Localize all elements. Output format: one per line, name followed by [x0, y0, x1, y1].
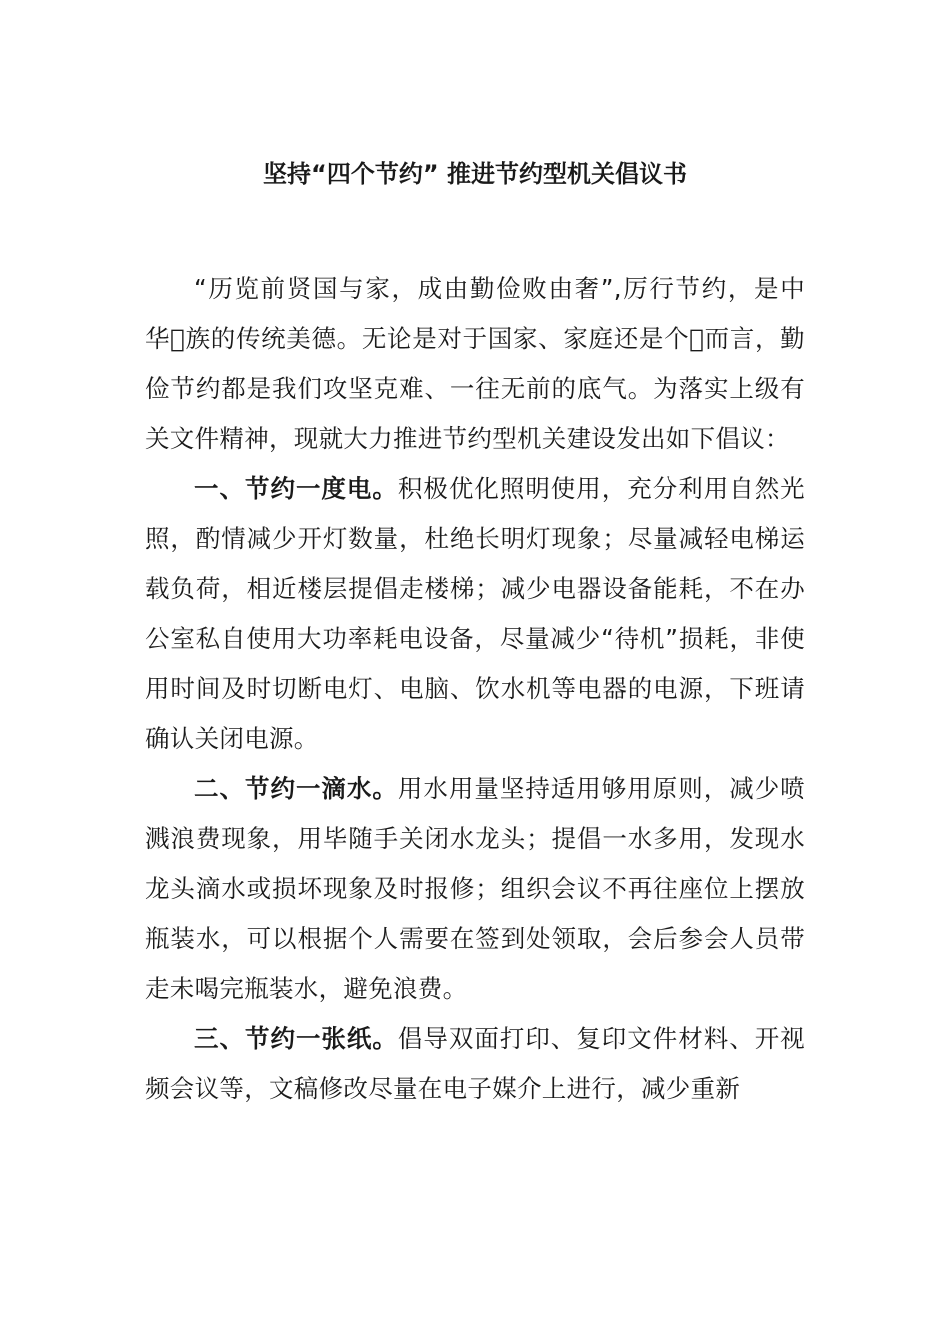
document-title: 坚持“四个节约” 推进节约型机关倡议书 — [263, 160, 687, 188]
section-heading-water: 二、节约一滴水。 — [194, 774, 398, 803]
section-paragraph-water — [145, 764, 805, 1014]
section-heading-electricity: 一、节约一度电。 — [194, 474, 398, 503]
intro-paragraph: “历览前贤国与家，成由勤俭败由奢”,厉行节约，是中华 族的传统美德。无论是对于国家、家庭还是个 而言，勤俭节约都是我们攻坚克难、一往无前的底气。为落实上级有关文件精神，现就大力推进节约型机关建设发出如下倡议： — [145, 274, 805, 453]
section-paragraph-paper — [145, 1014, 805, 1114]
section-text-paper: 倡导双面打印、复印文件材料、开视频会议等，文稿修改尽量在电子媒介上进行，减少重新 — [145, 1024, 805, 1103]
section-text-electricity: 积极优化照明使用，充分利用自然光照，酌情减少开灯数量，杜绝长明灯现象；尽量减轻电梯运载负荷，相近楼层提倡走楼梯；减少电器设备能耗，不在办公室私自使用大功率耗电设备，尽量减少“待机”损耗，非使用时间及时切断电灯、电脑、饮水机等电器的电源，下班请确认关闭电源。 — [145, 474, 805, 753]
section-paragraph-electricity — [145, 464, 805, 764]
document-body — [145, 264, 805, 1114]
section-heading-paper: 三、节约一张纸。 — [194, 1024, 398, 1053]
section-text-water: 用水用量坚持适用够用原则，减少喷溅浪费现象，用毕随手关闭水龙头；提倡一水多用，发现水龙头滴水或损坏现象及时报修；组织会议不再往座位上摆放瓶装水，可以根据个人需要在签到处领取，会后参会人员带走未喝完瓶装水，避免浪费。 — [145, 774, 805, 1003]
